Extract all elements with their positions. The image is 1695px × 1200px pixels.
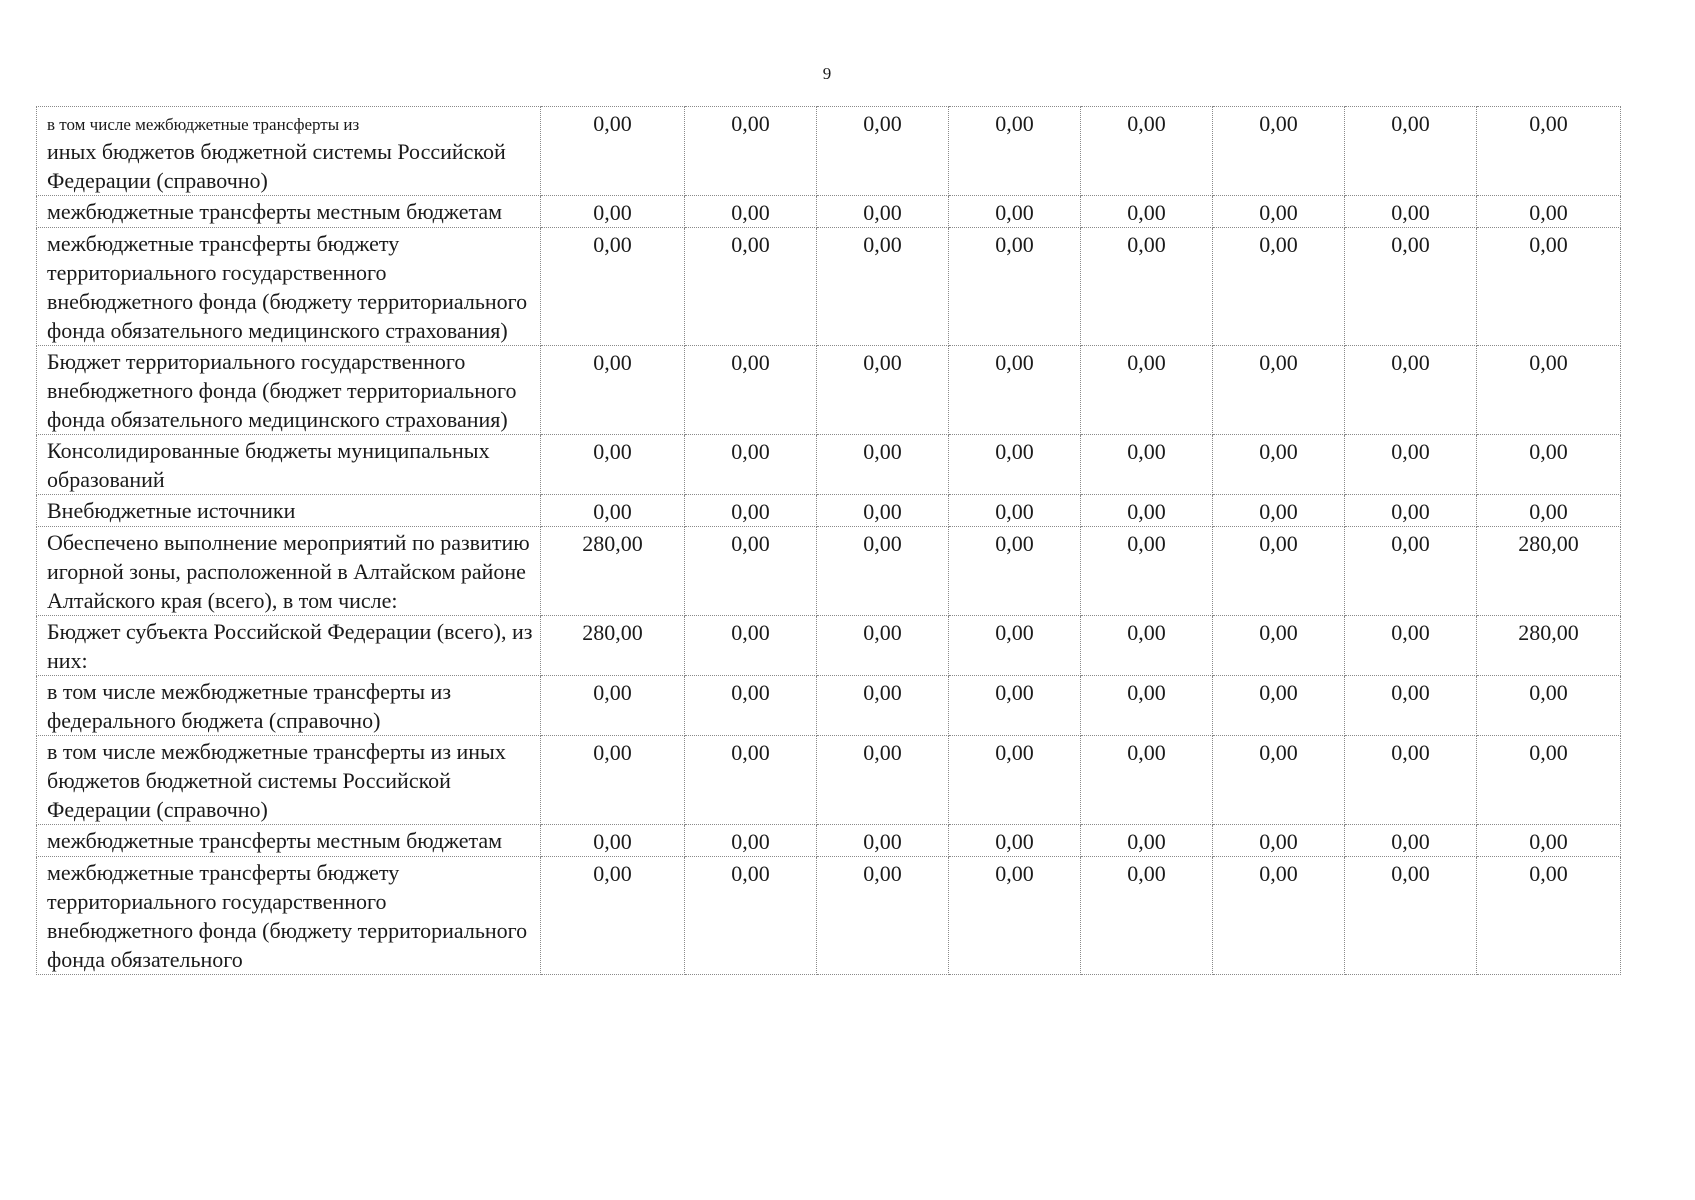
value-cell: 0,00 [1345, 527, 1477, 616]
value-cell: 0,00 [1213, 676, 1345, 736]
value-cell: 0,00 [1345, 676, 1477, 736]
value-cell: 0,00 [1081, 676, 1213, 736]
value-cell: 0,00 [541, 346, 685, 435]
value-cell: 0,00 [541, 495, 685, 527]
value-cell: 0,00 [685, 196, 817, 228]
table-row [37, 676, 1621, 736]
value-cell: 0,00 [1345, 435, 1477, 495]
row-label-cut: в том числе межбюджетные трансферты из [47, 115, 360, 134]
value-cell: 0,00 [1345, 228, 1477, 346]
value-cell: 0,00 [1477, 346, 1621, 435]
value-cell: 0,00 [949, 825, 1081, 857]
value-cell: 0,00 [541, 435, 685, 495]
value-cell: 280,00 [541, 616, 685, 676]
value-cell: 0,00 [817, 196, 949, 228]
value-cell: 0,00 [1345, 857, 1477, 975]
value-cell: 0,00 [949, 676, 1081, 736]
table-row [37, 527, 1621, 616]
table-row [37, 825, 1621, 857]
value-cell: 0,00 [817, 676, 949, 736]
budget-table [36, 106, 1621, 975]
row-label: Внебюджетные источники [37, 495, 541, 527]
table-row [37, 435, 1621, 495]
value-cell: 0,00 [949, 228, 1081, 346]
row-label: в том числе межбюджетные трансферты из федерального бюджета (справочно) [37, 676, 541, 736]
value-cell: 0,00 [1477, 495, 1621, 527]
row-label: в том числе межбюджетные трансферты из иных бюджетов бюджетной системы Российской Федерации (справочно) [37, 736, 541, 825]
row-label: межбюджетные трансферты местным бюджетам [37, 196, 541, 228]
table-row [37, 107, 1621, 196]
value-cell: 0,00 [1345, 107, 1477, 196]
row-label: Консолидированные бюджеты муниципальных образований [37, 435, 541, 495]
value-cell: 0,00 [685, 527, 817, 616]
value-cell: 0,00 [1477, 736, 1621, 825]
value-cell: 0,00 [1081, 196, 1213, 228]
value-cell: 0,00 [1477, 107, 1621, 196]
value-cell: 0,00 [685, 107, 817, 196]
value-cell: 0,00 [1213, 495, 1345, 527]
value-cell: 0,00 [949, 435, 1081, 495]
row-label: Обеспечено выполнение мероприятий по развитию игорной зоны, расположенной в Алтайском районе Алтайского края (всего), в том числе: [37, 527, 541, 616]
value-cell: 0,00 [949, 527, 1081, 616]
value-cell: 0,00 [817, 107, 949, 196]
value-cell: 0,00 [685, 825, 817, 857]
value-cell: 0,00 [685, 495, 817, 527]
value-cell: 0,00 [541, 676, 685, 736]
value-cell: 0,00 [1477, 857, 1621, 975]
table-row [37, 616, 1621, 676]
value-cell: 0,00 [1081, 857, 1213, 975]
value-cell: 0,00 [1081, 495, 1213, 527]
value-cell: 0,00 [541, 825, 685, 857]
value-cell: 0,00 [1345, 196, 1477, 228]
value-cell: 0,00 [817, 857, 949, 975]
value-cell: 0,00 [1081, 825, 1213, 857]
row-label: Бюджет территориального государственного внебюджетного фонда (бюджет территориального фонда обязательного медицинского страхования) [37, 346, 541, 435]
value-cell: 0,00 [541, 228, 685, 346]
value-cell: 0,00 [1345, 346, 1477, 435]
table-row [37, 346, 1621, 435]
value-cell: 0,00 [1345, 736, 1477, 825]
value-cell: 0,00 [685, 736, 817, 825]
value-cell: 0,00 [949, 107, 1081, 196]
value-cell: 0,00 [1213, 616, 1345, 676]
value-cell: 0,00 [541, 857, 685, 975]
value-cell: 0,00 [1081, 228, 1213, 346]
value-cell: 0,00 [1345, 616, 1477, 676]
budget-table-body [37, 107, 1621, 975]
row-label: межбюджетные трансферты местным бюджетам [37, 825, 541, 857]
value-cell: 0,00 [1477, 435, 1621, 495]
value-cell: 0,00 [1213, 857, 1345, 975]
value-cell: 0,00 [685, 346, 817, 435]
value-cell: 0,00 [1081, 107, 1213, 196]
value-cell: 0,00 [949, 857, 1081, 975]
value-cell: 280,00 [541, 527, 685, 616]
value-cell: 0,00 [1477, 228, 1621, 346]
value-cell: 280,00 [1477, 527, 1621, 616]
table-row [37, 857, 1621, 975]
value-cell: 0,00 [541, 196, 685, 228]
value-cell: 0,00 [541, 107, 685, 196]
value-cell: 0,00 [1477, 825, 1621, 857]
row-label: межбюджетные трансферты бюджету территориального государственного внебюджетного фонда (бюджету территориального фонда обязательного медицинского страхования) [37, 228, 541, 346]
value-cell: 0,00 [817, 228, 949, 346]
value-cell: 0,00 [817, 825, 949, 857]
value-cell: 0,00 [685, 228, 817, 346]
value-cell: 0,00 [817, 495, 949, 527]
value-cell: 0,00 [817, 527, 949, 616]
value-cell: 0,00 [1213, 825, 1345, 857]
value-cell: 0,00 [1213, 736, 1345, 825]
value-cell: 0,00 [1213, 196, 1345, 228]
value-cell: 0,00 [1081, 435, 1213, 495]
value-cell: 0,00 [1213, 107, 1345, 196]
value-cell: 0,00 [1477, 676, 1621, 736]
row-label: Бюджет субъекта Российской Федерации (всего), из них: [37, 616, 541, 676]
value-cell: 0,00 [541, 736, 685, 825]
value-cell: 0,00 [1081, 616, 1213, 676]
value-cell: 280,00 [1477, 616, 1621, 676]
value-cell: 0,00 [685, 676, 817, 736]
value-cell: 0,00 [949, 196, 1081, 228]
value-cell: 0,00 [1477, 196, 1621, 228]
value-cell: 0,00 [1345, 825, 1477, 857]
value-cell: 0,00 [817, 435, 949, 495]
value-cell: 0,00 [1081, 527, 1213, 616]
value-cell: 0,00 [1081, 736, 1213, 825]
value-cell: 0,00 [685, 435, 817, 495]
value-cell: 0,00 [1345, 495, 1477, 527]
value-cell: 0,00 [817, 346, 949, 435]
value-cell: 0,00 [1213, 346, 1345, 435]
value-cell: 0,00 [1081, 346, 1213, 435]
row-label-rest: иных бюджетов бюджетной системы Российской Федерации (справочно) [47, 139, 506, 193]
value-cell: 0,00 [685, 857, 817, 975]
value-cell: 0,00 [949, 495, 1081, 527]
page-number: 9 [822, 64, 832, 83]
value-cell: 0,00 [817, 616, 949, 676]
value-cell: 0,00 [1213, 228, 1345, 346]
table-row [37, 196, 1621, 228]
row-label [37, 107, 541, 196]
row-label: межбюджетные трансферты бюджету территориального государственного внебюджетного фонда (бюджету территориального фонда обязательного [37, 857, 541, 975]
value-cell: 0,00 [949, 736, 1081, 825]
value-cell: 0,00 [949, 616, 1081, 676]
value-cell: 0,00 [817, 736, 949, 825]
value-cell: 0,00 [1213, 527, 1345, 616]
value-cell: 0,00 [1213, 435, 1345, 495]
value-cell: 0,00 [949, 346, 1081, 435]
table-row [37, 495, 1621, 527]
table-row [37, 736, 1621, 825]
table-row [37, 228, 1621, 346]
value-cell: 0,00 [685, 616, 817, 676]
